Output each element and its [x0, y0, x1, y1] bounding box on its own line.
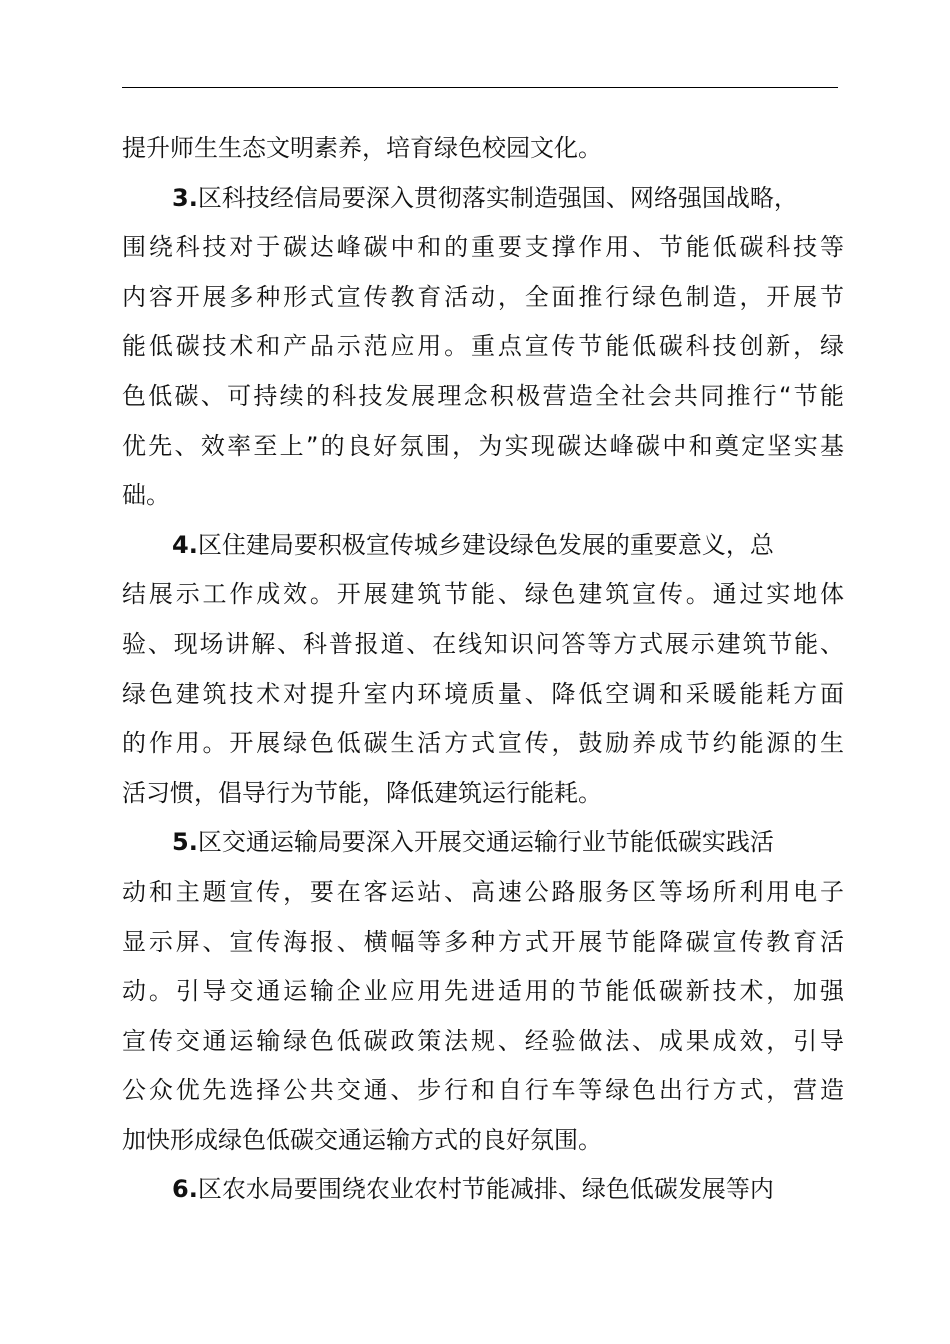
text-line: 色低碳、可持续的科技发展理念积极营造全社会共同推行“节能: [122, 381, 844, 410]
item-number: 5.: [172, 828, 198, 857]
text-line: 动和主题宣传，要在客运站、高速公路服务区等场所利用电子: [122, 877, 844, 906]
item-5-heading-line: 5.区交通运输局要深入开展交通运输行业节能低碳实践活: [172, 828, 774, 857]
item-6-heading-line: 6.区农水局要围绕农业农村节能减排、绿色低碳发展等内: [172, 1175, 774, 1204]
text-line: 提升师生生态文明素养，培育绿色校园文化。: [122, 134, 602, 162]
text-line: 内容开展多种形式宣传教育活动，全面推行绿色制造，开展节: [122, 282, 844, 311]
item-number: 6.: [172, 1175, 198, 1204]
item-4-heading-line: 4.区住建局要积极宣传城乡建设绿色发展的重要意义，总: [172, 530, 774, 559]
text-line: 公众优先选择公共交通、步行和自行车等绿色出行方式，营造: [122, 1076, 844, 1105]
text-line: 动。引导交通运输企业应用先进适用的节能低碳新技术，加强: [122, 977, 844, 1006]
text-line: 绿色建筑技术对提升室内环境质量、降低空调和采暖能耗方面: [122, 679, 844, 708]
text-line: 验、现场讲解、科普报道、在线知识问答等方式展示建筑节能、: [122, 629, 844, 658]
text-line: 能低碳技术和产品示范应用。重点宣传节能低碳科技创新，绿: [122, 332, 844, 361]
text-line: 的作用。开展绿色低碳生活方式宣传，鼓励养成节约能源的生: [122, 729, 844, 758]
text-line: 宣传交通运输绿色低碳政策法规、经验做法、成果成效，引导: [122, 1026, 844, 1055]
header-rule: [122, 87, 838, 88]
text-line: 显示屏、宣传海报、横幅等多种方式开展节能降碳宣传教育活: [122, 927, 844, 956]
text-line: 加快形成绿色低碳交通运输方式的良好氛围。: [122, 1125, 602, 1154]
text-line: 围绕科技对于碳达峰碳中和的重要支撑作用、节能低碳科技等: [122, 233, 844, 262]
text-line: 结展示工作成效。开展建筑节能、绿色建筑宣传。通过实地体: [122, 580, 844, 609]
text-line: 础。: [122, 481, 170, 510]
item-3-heading-line: 3.区科技经信局要深入贯彻落实制造强国、网络强国战略，: [172, 183, 798, 212]
document-body: [122, 124, 844, 1215]
item-number: 3.: [172, 183, 198, 212]
text-line: 活习惯，倡导行为节能，降低建筑运行能耗。: [122, 778, 602, 807]
text-line: 优先、效率至上”的良好氛围，为实现碳达峰碳中和奠定坚实基: [122, 431, 844, 460]
item-number: 4.: [172, 530, 198, 559]
